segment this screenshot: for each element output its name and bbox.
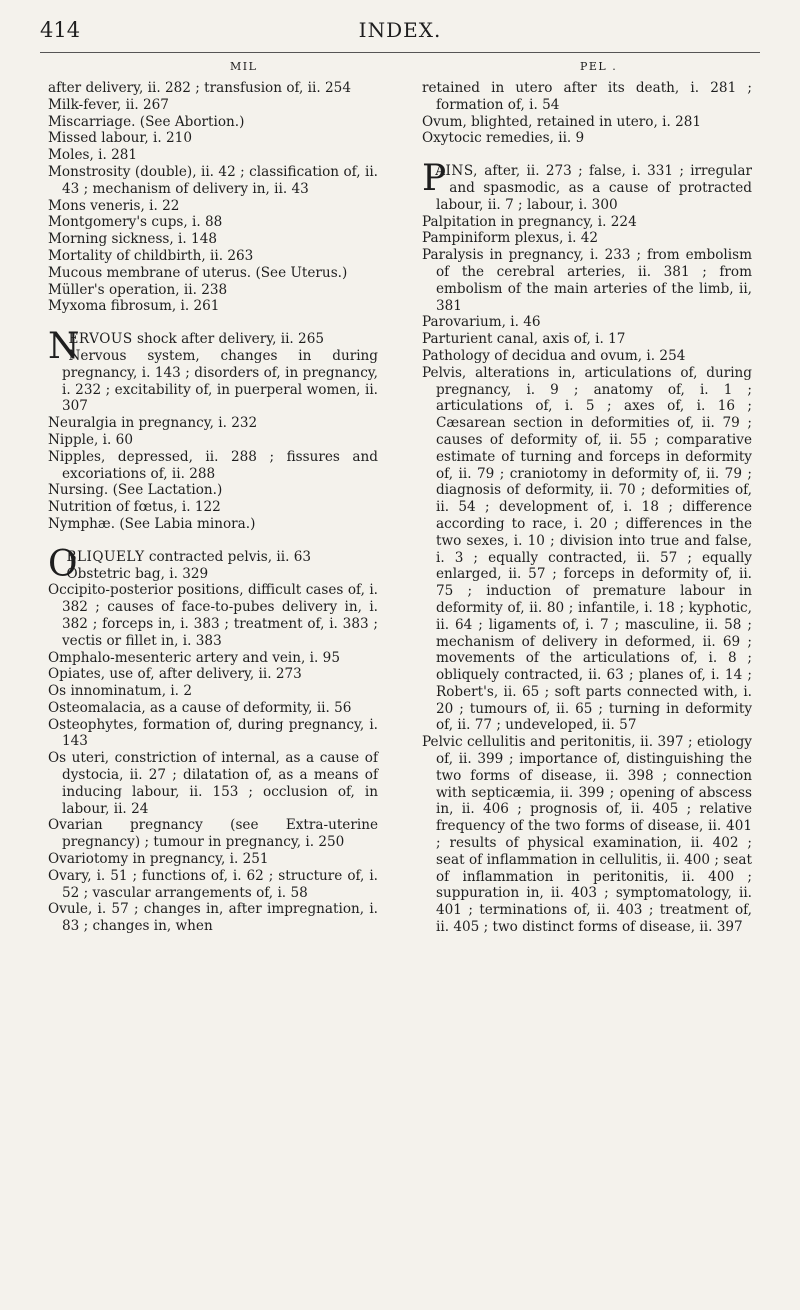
entry-text: Osteomalacia, as a cause of deformity, ii. 56 xyxy=(48,699,352,716)
entry-lead-word: AINS, xyxy=(435,163,478,180)
index-entry xyxy=(48,97,378,114)
entry-text: Ovum, blighted, retained in utero, i. 281 xyxy=(422,113,702,130)
entry-text: Nervous system, changes in during pregnancy, i. 143 ; disorders of, in pregnancy, i. 232 ; excitability of, in puerperal women, ii. 307 xyxy=(62,347,378,415)
index-entry xyxy=(48,666,378,683)
entry-text: Müller's operation, ii. 238 xyxy=(48,281,228,298)
index-entry xyxy=(422,230,752,247)
entry-text: Os uteri, constriction of internal, as a cause of dystocia, ii. 27 ; dilatation of, as a means of inducing labour, ii. 153 ; occlusion of, in labour, ii. 24 xyxy=(48,750,378,817)
index-entry xyxy=(48,516,378,533)
index-entry xyxy=(48,750,378,817)
entry-text: Nursing. (See Lactation.) xyxy=(48,482,223,499)
entry-text: Mortality of childbirth, ii. 263 xyxy=(48,247,254,264)
index-entry xyxy=(48,566,378,583)
entry-text: Pelvis, alterations in, articulations of, during pregnancy, i. 9 ; anatomy of, i. 1 ; articulations of, i. 5 ; axes of, i. 16 ; Cæsarean section in deformities of, ii. 79 ; causes of deformity of, ii. 55 ; comparative estimate of turning and forceps in deformity of, ii. 79 ; craniotomy in deformity of, ii. 79 ; diagnosis of deformity, ii. 70 ; deformities of, ii. 54 ; development of, i. 18 ; difference according to race, i. 20 ; differences in the two sexes, i. 10 ; division into true and false, i. 3 ; equally contracted, ii. 57 ; equally enlarged, ii. 57 ; forceps in deformity of, ii. 75 ; induction of premature labour in deformity of, ii. 80 ; infantile, i. 18 ; kyphotic, ii. 64 ; ligaments of, i. 7 ; masculine, ii. 58 ; mechanism of delivery in deformed, ii. 69 ; movements of the articulations of, i. 8 ; obliquely contracted, ii. 63 ; planes of, i. 14 ; Robert's, ii. 65 ; soft parts connected with, i. 20 ; tumours of, ii. 65 ; turning in deformity of, ii. 77 ; undeveloped, ii. 57 xyxy=(422,364,752,734)
index-entry xyxy=(48,851,378,868)
entry-text: Nutrition of fœtus, i. 122 xyxy=(48,499,221,516)
index-entry xyxy=(48,80,378,97)
entry-text: Nymphæ. (See Labia minora.) xyxy=(48,515,256,532)
entry-text: Mons veneris, i. 22 xyxy=(48,197,180,214)
entry-text: retained in utero after its death, i. 281 ; formation of, i. 54 xyxy=(422,80,752,113)
drop-cap-letter: N xyxy=(48,326,80,368)
entry-text: Oxytocic remedies, ii. 9 xyxy=(422,130,585,147)
index-entry xyxy=(48,298,378,315)
entry-text: Mucous membrane of uterus. (See Uterus.) xyxy=(48,264,348,281)
drop-cap-letter: P xyxy=(422,158,447,200)
index-entry xyxy=(48,683,378,700)
index-entry xyxy=(48,248,378,265)
entry-text: contracted pelvis, ii. 63 xyxy=(144,548,312,565)
index-entry xyxy=(48,700,378,717)
entry-text: Ovariotomy in pregnancy, i. 251 xyxy=(48,851,269,868)
entry-text: Montgomery's cups, i. 88 xyxy=(48,214,223,231)
index-entry xyxy=(422,314,752,331)
entry-lead-word: ERVOUS xyxy=(68,331,133,348)
entry-text: Pathology of decidua and ovum, i. 254 xyxy=(422,347,686,364)
entry-text: after delivery, ii. 282 ; transfusion of, ii. 254 xyxy=(48,80,351,96)
page-title: INDEX. xyxy=(358,18,442,42)
index-entry xyxy=(48,432,378,449)
entry-lead-word: BLIQUELY xyxy=(66,548,145,565)
index-entry xyxy=(48,130,378,147)
entry-text: Osteophytes, formation of, during pregnancy, i. 143 xyxy=(48,716,378,750)
entry-text: Milk-fever, ii. 267 xyxy=(48,96,169,113)
index-entry xyxy=(48,164,378,198)
index-entry xyxy=(48,717,378,751)
entry-text: Ovary, i. 51 ; functions of, i. 62 ; structure of, i. 52 ; vascular arrangements of, i. 58 xyxy=(48,867,378,901)
entry-text: Morning sickness, i. 148 xyxy=(48,231,217,248)
entry-text: Nipple, i. 60 xyxy=(48,431,133,448)
entry-text: Monstrosity (double), ii. 42 ; classification of, ii. 43 ; mechanism of delivery in, ii. 43 xyxy=(48,163,378,197)
drop-cap-letter: O xyxy=(48,543,78,585)
entry-text: after, ii. 273 ; false, i. 331 ; irregular and spasmodic, as a cause of protracted labour, ii. 7 ; labour, i. 300 xyxy=(436,163,752,213)
entry-text: Miscarriage. (See Abortion.) xyxy=(48,113,245,130)
index-entry xyxy=(48,114,378,131)
index-entry xyxy=(48,868,378,902)
entry-text: shock after delivery, ii. 265 xyxy=(132,331,325,348)
entry-text: Parturient canal, axis of, i. 17 xyxy=(422,331,626,348)
running-head-left: MIL xyxy=(230,60,258,73)
index-entry xyxy=(48,449,378,483)
entry-text: Paralysis in pregnancy, i. 233 ; from embolism of the cerebral arteries, ii. 381 ; from embolism of the main arteries of the limb, ii, 381 xyxy=(422,247,752,314)
index-entry xyxy=(422,80,752,114)
header-rule xyxy=(40,52,760,53)
index-entry xyxy=(422,348,752,365)
entry-text: Obstetric bag, i. 329 xyxy=(66,565,209,582)
index-entry xyxy=(422,331,752,348)
index-entry xyxy=(48,482,378,499)
entry-text: Moles, i. 281 xyxy=(48,147,138,164)
entry-text: Nipples, depressed, ii. 288 ; fissures and excoriations of, ii. 288 xyxy=(48,448,378,482)
index-entry xyxy=(48,326,378,368)
entry-text: Neuralgia in pregnancy, i. 232 xyxy=(48,415,258,432)
index-entry xyxy=(422,114,752,131)
page-header xyxy=(40,18,760,48)
entry-text: Omphalo-mesenteric artery and vein, i. 95 xyxy=(48,649,340,666)
index-entry xyxy=(422,158,752,213)
right-column xyxy=(422,80,752,936)
left-column xyxy=(48,80,378,935)
entry-text: Occipito-posterior positions, difficult cases of, i. 382 ; causes of face-to-pubes delivery in, i. 382 ; forceps in, i. 383 ; treatment of, i. 383 ; vectis or fillet in, i. 383 xyxy=(48,582,378,649)
entry-text: Pampiniform plexus, i. 42 xyxy=(422,230,599,247)
index-entry xyxy=(422,247,752,314)
index-entry xyxy=(48,147,378,164)
index-entry xyxy=(48,499,378,516)
entry-text: Ovule, i. 57 ; changes in, after impregnation, i. 83 ; changes in, when xyxy=(48,901,378,935)
entry-text: Pelvic cellulitis and peritonitis, ii. 397 ; etiology of, ii. 399 ; importance of, distinguishing the two forms of disease, ii. 398 ; connection with septicæmia, ii. 399 ; opening of abscess in, ii. 406 ; prognosis of, ii. 405 ; relative frequency of the two forms of disease, ii. 401 ; results of physical examination, ii. 402 ; seat of inflammation in cellulitis, ii. 400 ; seat of inflammation in peritonitis, ii. 400 ; suppuration in, ii. 403 ; symptomatology, ii. 401 ; terminations of, ii. 403 ; treatment of, ii. 405 ; two distinct forms of disease, ii. 397 xyxy=(422,734,752,936)
index-entry xyxy=(48,198,378,215)
index-entry xyxy=(422,214,752,231)
page-number: 414 xyxy=(40,18,81,42)
index-entry xyxy=(48,817,378,851)
index-entry xyxy=(48,214,378,231)
entry-text: Parovarium, i. 46 xyxy=(422,314,541,331)
entry-text: Palpitation in pregnancy, i. 224 xyxy=(422,213,637,230)
index-entry xyxy=(48,265,378,282)
index-entry xyxy=(48,901,378,935)
index-entry xyxy=(422,734,752,936)
entry-text: Myxoma fibrosum, i. 261 xyxy=(48,298,220,315)
index-entry xyxy=(48,348,378,415)
index-entry xyxy=(48,231,378,248)
index-entry xyxy=(422,130,752,147)
entry-text: Opiates, use of, after delivery, ii. 273 xyxy=(48,666,302,683)
index-entry xyxy=(48,650,378,667)
index-entry xyxy=(48,582,378,649)
running-head-right: PEL . xyxy=(580,60,618,73)
entry-text: Ovarian pregnancy (see Extra-uterine pregnancy) ; tumour in pregnancy, i. 250 xyxy=(48,817,378,851)
entry-text: Os innominatum, i. 2 xyxy=(48,683,192,700)
index-entry xyxy=(422,365,752,735)
entry-text: Missed labour, i. 210 xyxy=(48,130,192,147)
index-entry xyxy=(48,415,378,432)
index-entry xyxy=(48,282,378,299)
